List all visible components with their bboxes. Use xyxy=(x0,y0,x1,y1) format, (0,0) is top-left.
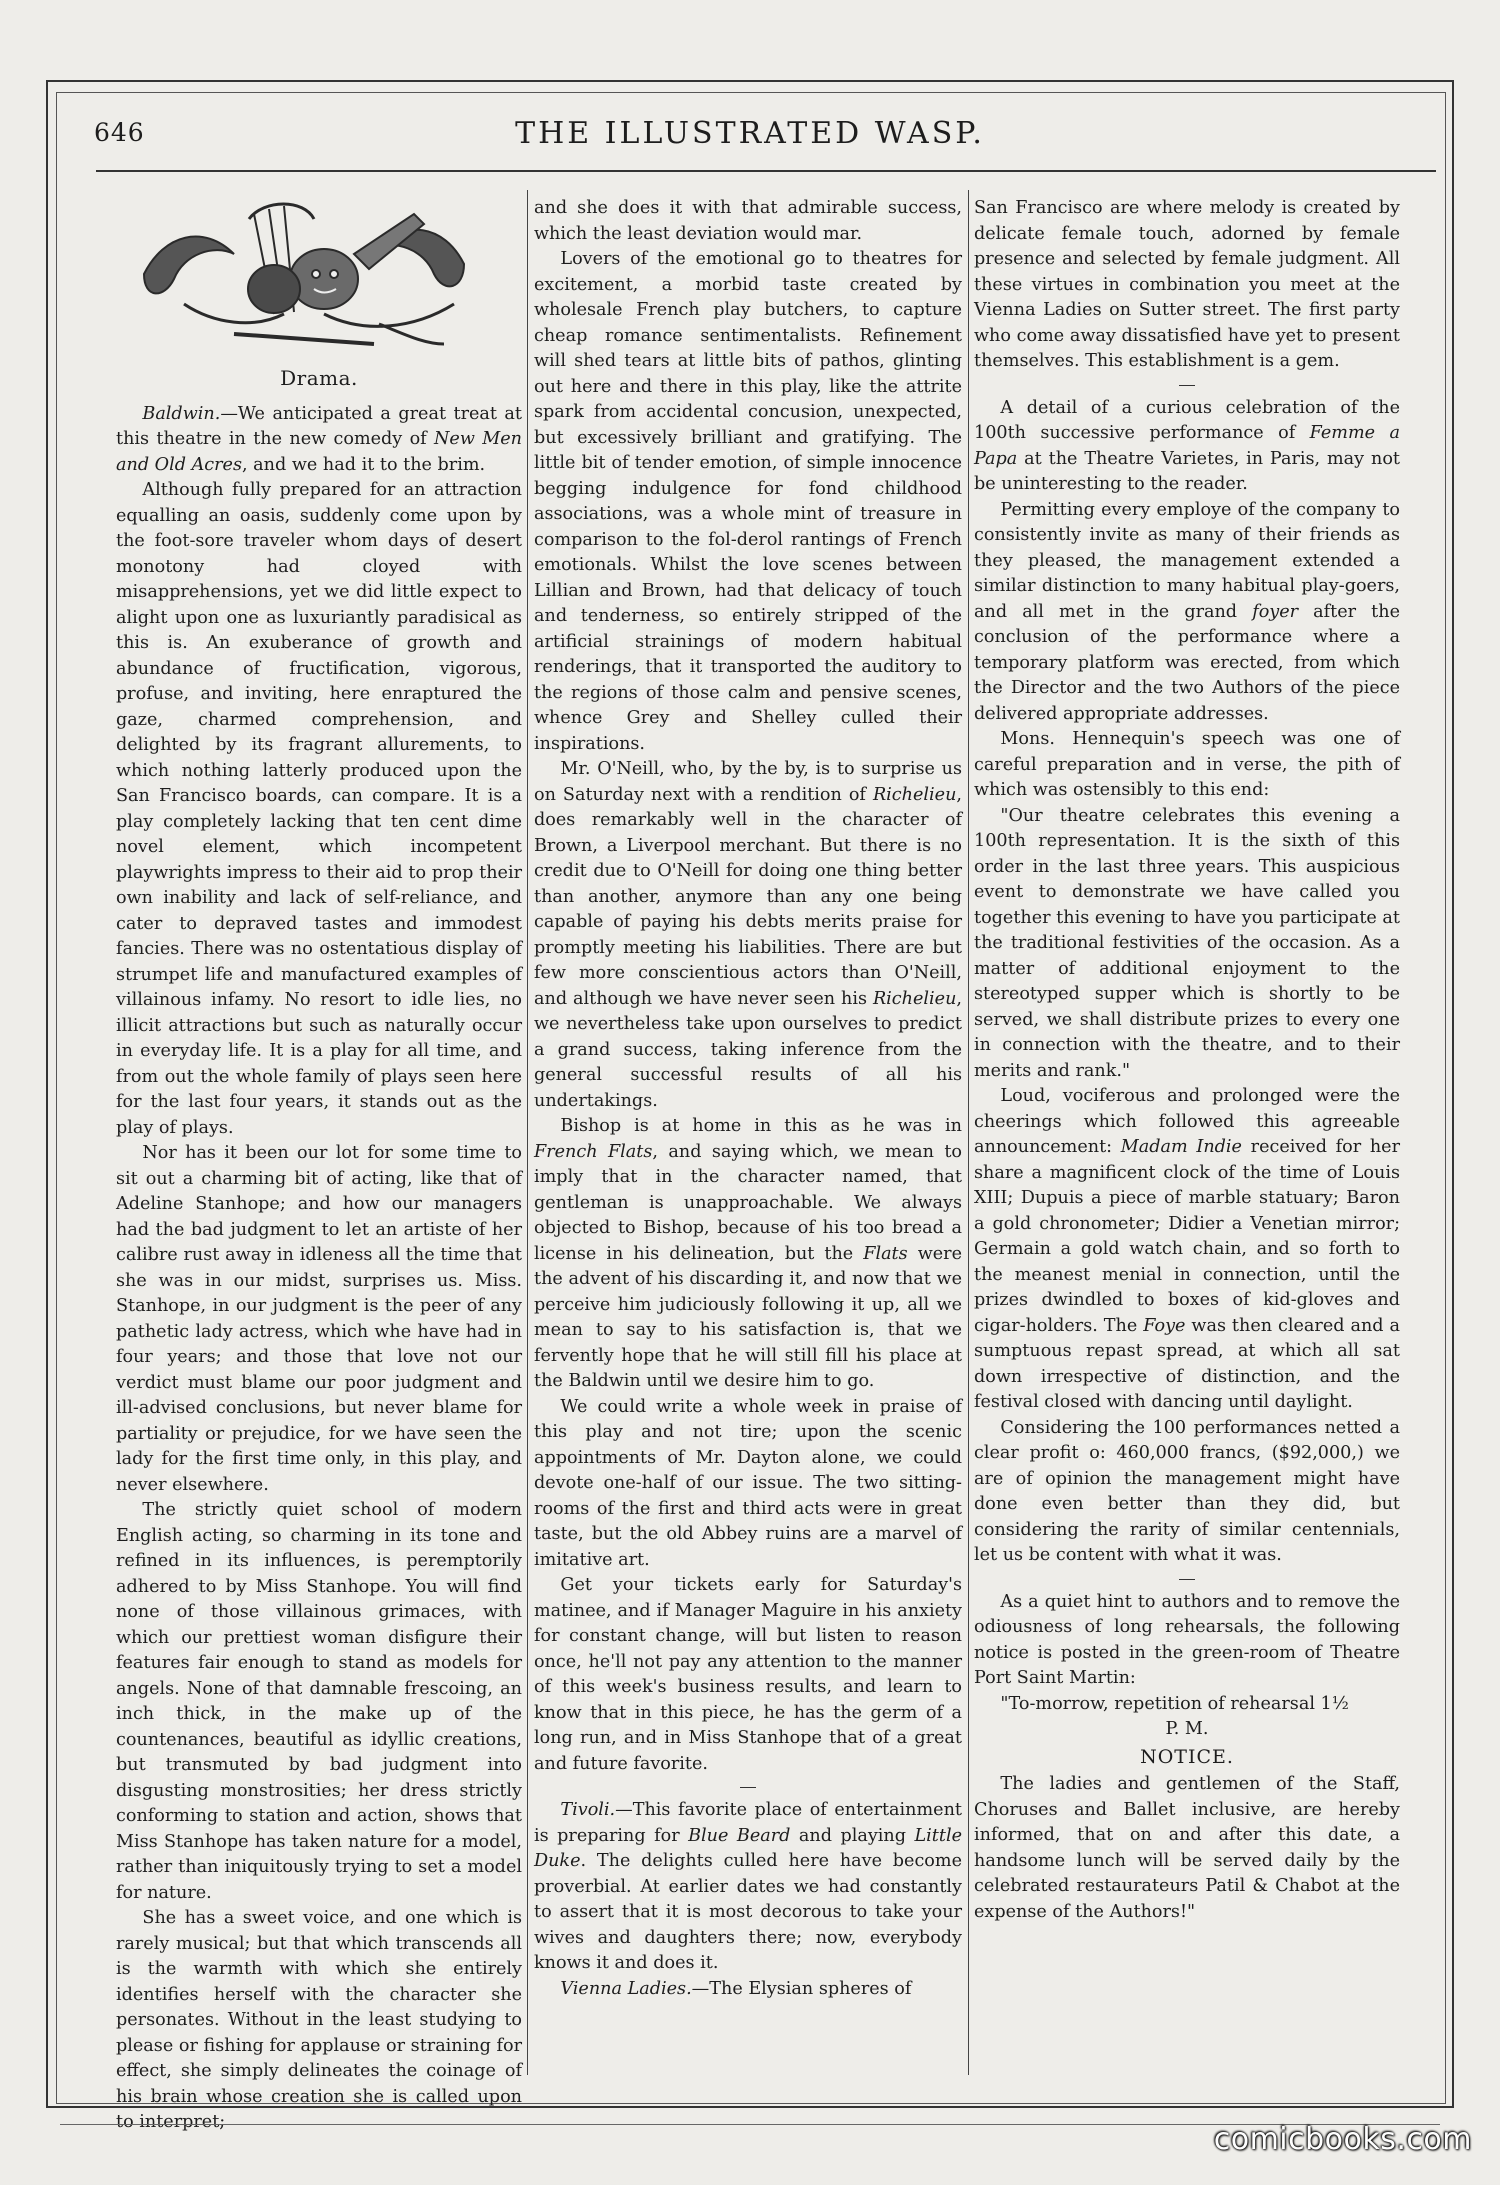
venue-label: Tivoli. xyxy=(560,1800,616,1820)
column-rule-2 xyxy=(968,190,969,2075)
paragraph: Permitting every employe of the company to consistently invite as many of their friends as they pleased, the management extended a similar distinction to many habitual play-goers, and all met in the grand foyer after the conclusion of the performance where a temporary platform was erected, from which the Director and the two Authors of the piece delivered appropriate addresses. xyxy=(974,499,1400,724)
column-1 xyxy=(116,194,522,2136)
paragraph: Mr. O'Neill, who, by the by, is to surprise us on Saturday next with a rendition of Richelieu, does remarkably well in the character of Brown, a Liverpool merchant. But there is no credit due to O'Neill for doing one thing better than another, anymore than any one being capable of paying his debts merits praise for promptly meeting his liabilities. There are but few more conscientious actors than O'Neill, and although we have never seen his Richelieu, we nevertheless take upon ourselves to predict a grand success, taking inference from the general successful results of all his undertakings. xyxy=(534,759,962,1111)
paragraph: The ladies and gentlemen of the Staff, Choruses and Ballet inclusive, are hereby informed, that on and after this date, a handsome lunch will be served daily by the celebrated restaurateurs Patil & Chabot at the expense of the Authors!" xyxy=(974,1774,1400,1922)
paragraph: Considering the 100 performances netted a clear profit o: 460,000 francs, ($92,000,) we are of opinion the management might have done even better than they did, but considering the rarity of similar centennials, let us be content with what it was. xyxy=(974,1417,1400,1565)
paragraph: Mons. Hennequin's speech was one of careful preparation and in verse, the pith of which was ostensibly to this end: xyxy=(974,729,1400,800)
paragraph: A detail of a curious celebration of the 100th successive performance of Femme a Papa at the Theatre Varietes, in Paris, may not be uninteresting to the reader. xyxy=(974,397,1400,494)
paragraph: Lovers of the emotional go to theatres for excitement, a morbid taste created by wholesale French play butchers, to capture cheap romance sentimentalists. Refinement will shed tears at little bits of pathos, glinting out here and there in this play, like the attrite spark from accidental concusion, unexpected, but excessively brilliant and gratifying. The little bit of tender emotion, of simple innocence begging indulgence for fond childhood associations, was a whole mint of treasure in comparison to the fol-derol rantings of French emotionals. Whilst the love scenes between Lillian and Brown, had that delicacy of touch and tenderness, so entirely stripped of the artificial strainings of modern habitual renderings, that it transported the auditory to the regions of those calm and pensive scenes, whence Grey and Shelley culled their inspirations. xyxy=(534,249,962,754)
watermark: comicbooks.com xyxy=(1213,2122,1472,2157)
paragraph: Get your tickets early for Saturday's matinee, and if Manager Maguire in his anxiety for constant change, will but listen to reason once, he'll not pay any attention to the manner of this week's business results, and learn to know that in this piece, he has the germ of a long run, and in Miss Stanhope that of a great and future favorite. xyxy=(534,1575,962,1774)
venue-label: Baldwin. xyxy=(142,403,221,424)
paragraph: San Francisco are where melody is created by delicate female touch, adorned by female presence and selected by female judgment. All these virtues in combination you meet at the Vienna Ladies on Sutter street. The first party who come away dissatisfied have yet to present themselves. This establishment is a gem. xyxy=(974,198,1400,371)
header-rule xyxy=(96,170,1436,172)
paragraph: and she does it with that admirable success, which the least deviation would mar. xyxy=(534,198,962,244)
column-2 xyxy=(534,196,962,2002)
section-divider xyxy=(1179,1579,1195,1580)
page-number: 646 xyxy=(94,118,145,147)
paragraph: Bishop is at home in this as he was in French Flats, and saying which, we mean to imply that in the character named, that gentleman is unapproachable. We always objected to Bishop, because of his too bread a license in his delineation, but the Flats were the advent of his discarding it, and now that we perceive him judiciously following it up, all we mean to say to his satisfaction is, that we fervently hope that he will still fill his place at the Baldwin until we desire him to go. xyxy=(534,1116,962,1391)
paragraph: Nor has it been our lot for some time to sit out a charming bit of acting, like that of Adeline Stanhope; and how our managers had the bad judgment to let an artiste of her calibre rust away in idleness all the time that she was in our midst, surprises us. Miss. Stanhope, in our judgment is the peer of any pathetic lady actress, which whe have had in four years; and those that love not our verdict must blame our poor judgment and ill-advised conclusions, but never blame for partiality or prejudice, for we have seen the lady for the first time only, in this play, and never elsewhere. xyxy=(116,1143,522,1495)
notice-heading: NOTICE. xyxy=(1140,1745,1234,1768)
venue-label: Vienna Ladies. xyxy=(560,1978,692,1999)
paragraph: The strictly quiet school of modern English acting, so charming in its tone and refined in its influences, is peremptorily adhered to by Miss Stanhope. You will find none of those villainous grimaces, with which our prettiest woman disfigure their features fair enough to stand as models for angels. None of that damnable frescoing, an inch thick, in the make up of the countenances, beautiful as idyllic creations, but transmuted by bad judgment into disgusting monstrosities; her dress strictly conforming to station and action, shows that Miss Stanhope has taken nature for a model, rather than iniquitously trying to set a model for nature. xyxy=(116,1500,522,1903)
paragraph: Baldwin.—We anticipated a great treat at this theatre in the new comedy of New Men and Old Acres, and we had it to the brim. xyxy=(116,403,522,475)
quoted-speech: "Our theatre celebrates this evening a 100th representation. It is the sixth of this order in the last three years. This auspicious event to demonstrate we have called you together this evening to have you participate at the traditional festivities of the occasion. As a matter of additional enjoyment to the stereotyped supper which is shortly to be served, we shall distribute prizes to every one in connection with the theatre, and to their merits and rank." xyxy=(974,805,1400,1081)
masthead-title: THE ILLUSTRATED WASP. xyxy=(515,116,985,151)
section-divider xyxy=(740,1787,756,1788)
quoted-notice-time: P. M. xyxy=(1165,1719,1209,1739)
quoted-notice: "To-morrow, repetition of rehearsal 1½ xyxy=(1000,1693,1349,1714)
section-divider xyxy=(1179,385,1195,386)
section-heading-drama: Drama. xyxy=(280,366,358,390)
paragraph: We could write a whole week in praise of this play and not tire; upon the scenic appointments of Mr. Dayton alone, we could devote one-half of our issue. The two sitting-rooms of the first and third acts were in great taste, but the old Abbey ruins are a marvel of imitative art. xyxy=(534,1396,962,1570)
lyre-and-masks-ornament-icon xyxy=(124,194,484,354)
column-3 xyxy=(974,196,1400,1925)
paragraph: She has a sweet voice, and one which is rarely musical; but that which transcends all is the warmth with which she entirely identifies herself with the character she personates. Without in the least studying to please or fishing for applause or straining for effect, she simply delineates the coinage of his brain whose creation she is called upon to interpret; xyxy=(116,1908,522,2132)
paragraph: Although fully prepared for an attraction equalling an oasis, suddenly come upon by the foot-sore traveler whom days of desert monotony had cloyed with misapprehensions, yet we did little expect to alight upon one as luxuriantly paradisical as this is. An exuberance of growth and abundance of fructification, vigorous, profuse, and inviting, here enraptured the gaze, charmed comprehension, and delighted by its fragrant allurements, to which nothing latterly produced upon the San Francisco boards, can compare. It is a play completely lacking that ten cent dime novel element, which incompetent playwrights impress to their aid to prop their own inability and lack of self-reliance, and cater to depraved tastes and immodest fancies. There was no ostentatious display of strumpet life and manufactured examples of villainous infamy. No resort to idle lies, no illicit attractions but such as naturally occur in everyday life. It is a play for all time, and from out the whole family of plays seen here for the last four years, it stands out as the play of plays. xyxy=(116,480,522,1138)
paragraph: Loud, vociferous and prolonged were the cheerings which followed this agreeable announcement: Madam Indie received for her share a magnificent clock of the time of Louis XIII; Dupuis a piece of marble statuary; Baron a gold chronometer; Didier a Venetian mirror; Germain a gold watch chain, and so forth to the meanest menial in connection, until the prizes dwindled to boxes of kid-gloves and cigar-holders. The Foye was then cleared and a sumptuous repast spread, at which all sat down irrespective of distinction, and the festival closed with dancing until daylight. xyxy=(974,1086,1400,1412)
column-rule-1 xyxy=(527,190,528,2075)
paragraph: Tivoli.—This favorite place of entertainment is preparing for Blue Beard and playing Little Duke. The delights culled here have become proverbial. At earlier dates we had constantly to assert that it is most decorous to take your wives and daughters there; now, everybody knows it and does it. xyxy=(534,1800,962,1973)
paragraph: Vienna Ladies.—The Elysian spheres of xyxy=(560,1978,912,1999)
paragraph: As a quiet hint to authors and to remove the odiousness of long rehearsals, the following notice is posted in the green-room of Theatre Port Saint Martin: xyxy=(974,1591,1400,1688)
